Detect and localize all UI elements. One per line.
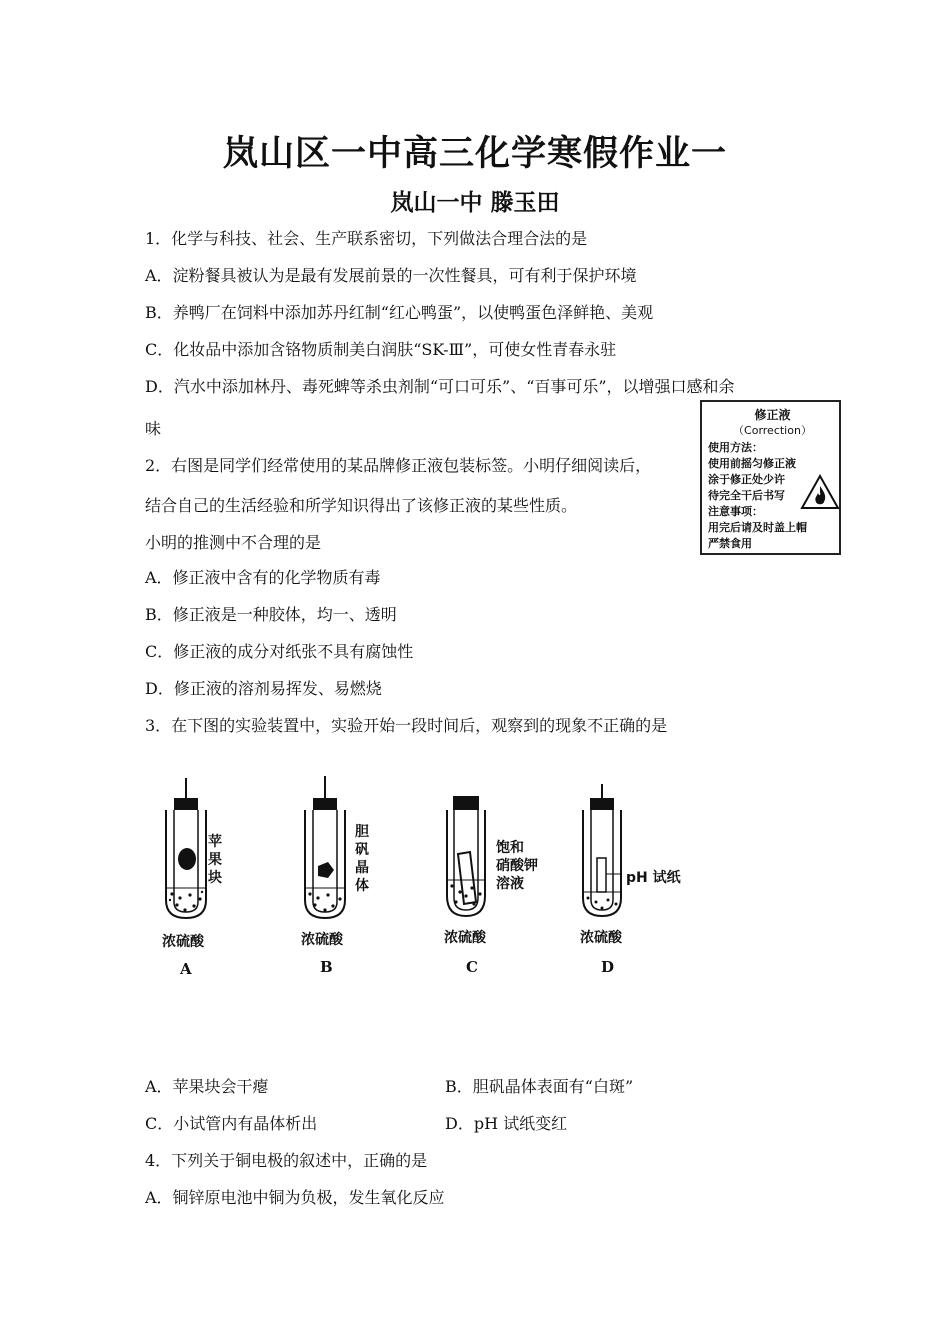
label-usage-line-3: 待完全干后书写	[708, 489, 785, 502]
tube-b	[301, 776, 370, 976]
experiment-figure	[150, 770, 710, 990]
question-1-option-d: D．汽水中添加林丹、毒死蜱等杀虫剂制“可口可乐”、“百事可乐”，以增强口感和余	[145, 377, 735, 396]
question-1-stem: 1．化学与科技、社会、生产联系密切，下列做法合理合法的是	[145, 229, 588, 248]
label-usage-heading: 使用方法：	[708, 441, 763, 454]
tube-a-letter: A	[180, 960, 192, 978]
tube-c	[444, 796, 538, 976]
tube-d	[580, 784, 682, 976]
tube-b-letter: B	[320, 958, 333, 976]
question-2-option-d: D．修正液的溶剂易挥发、易燃烧	[145, 679, 382, 698]
tube-a	[162, 778, 222, 978]
label-usage-line-1: 使用前摇匀修正液	[708, 457, 796, 470]
tube-d-letter: D	[601, 958, 615, 976]
tube-c-acid-label: 浓硫酸	[444, 930, 486, 946]
correction-fluid-label	[700, 400, 841, 555]
question-2-option-a: A．修正液中含有的化学物质有毒	[145, 568, 381, 587]
tube-b-label-4: 体	[355, 878, 369, 894]
label-notes-line-1: 用完后请及时盖上帽	[708, 521, 807, 534]
tube-a-acid-label: 浓硫酸	[162, 934, 204, 950]
question-2-stem-line-3: 小明的推测中不合理的是	[145, 533, 322, 552]
tube-a-label-1: 苹	[208, 834, 222, 850]
question-2-stem-line-1: 2．右图是同学们经常使用的某品牌修正液包装标签。小明仔细阅读后，	[145, 456, 652, 475]
question-1-option-c: C．化妆品中添加含铬物质制美白润肤“SK-Ⅲ”，可使女性青春永驻	[145, 340, 617, 359]
document-subtitle: 岚山一中 滕玉田	[390, 189, 560, 216]
tube-b-label-3: 晶	[355, 860, 369, 876]
label-usage-line-2: 涂于修正处少许	[708, 473, 785, 486]
tube-b-label-2: 矾	[355, 842, 369, 858]
question-1-option-d-continued: 味	[145, 419, 162, 438]
tube-c-label-3: 溶液	[496, 876, 524, 892]
flammable-hazard-icon	[800, 474, 840, 510]
tube-a-label-3: 块	[208, 870, 222, 886]
tube-b-label-1: 胆	[355, 824, 369, 840]
tube-a-label-2: 果	[208, 852, 222, 868]
document-title: 岚山区一中高三化学寒假作业一	[222, 133, 727, 174]
question-1-option-b: B．养鸭厂在饲料中添加苏丹红制“红心鸭蛋”，以使鸭蛋色泽鲜艳、美观	[145, 303, 654, 322]
question-4-stem: 4．下列关于铜电极的叙述中，正确的是	[145, 1151, 428, 1170]
tube-d-acid-label: 浓硫酸	[580, 930, 622, 946]
label-notes-heading: 注意事项：	[708, 505, 763, 518]
question-2-option-c: C．修正液的成分对纸张不具有腐蚀性	[145, 642, 414, 661]
label-subtitle: （Correction）	[733, 424, 812, 437]
question-2-stem-line-2: 结合自己的生活经验和所学知识得出了该修正液的某些性质。	[145, 496, 578, 515]
question-2-option-b: B．修正液是一种胶体，均一、透明	[145, 605, 397, 624]
question-3-option-d: D．pH 试纸变红	[445, 1114, 568, 1133]
tube-b-acid-label: 浓硫酸	[301, 932, 343, 948]
tube-c-letter: C	[466, 958, 478, 976]
question-3-option-c: C．小试管内有晶体析出	[145, 1114, 318, 1133]
question-3-stem: 3．在下图的实验装置中，实验开始一段时间后，观察到的现象不正确的是	[145, 716, 668, 735]
label-notes-line-2: 严禁食用	[708, 537, 752, 550]
label-title: 修正液	[754, 408, 791, 422]
question-4-option-a: A．铜锌原电池中铜为负极，发生氧化反应	[145, 1188, 445, 1207]
tube-c-label-2: 硝酸钾	[496, 858, 538, 874]
question-1-option-a: A．淀粉餐具被认为是最有发展前景的一次性餐具，可有利于保护环境	[145, 266, 637, 285]
tube-d-label: pH 试纸	[626, 870, 681, 886]
question-3-option-b: B．胆矾晶体表面有“白斑”	[445, 1077, 634, 1096]
tube-c-label-1: 饱和	[496, 840, 524, 856]
question-3-option-a: A．苹果块会干瘪	[145, 1077, 269, 1096]
